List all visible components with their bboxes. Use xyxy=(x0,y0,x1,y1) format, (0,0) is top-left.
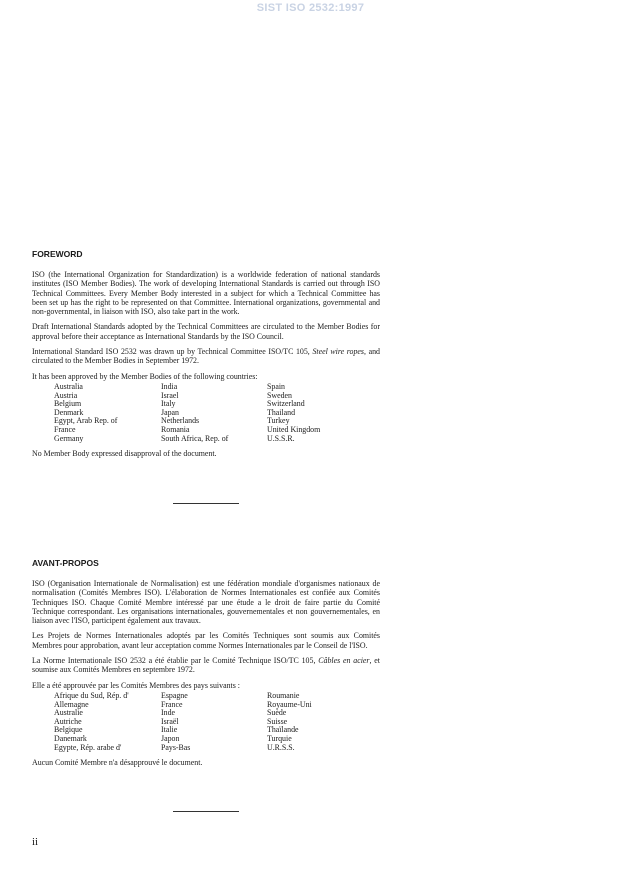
country-item: Royaume-Uni xyxy=(267,699,312,709)
watermark: SIST ISO 2532:1997 xyxy=(256,2,365,14)
country-item: Inde xyxy=(161,708,176,718)
foreword-paragraph-1: ISO (the International Organization for Standardization) is a worldwide federation of national standards institutes (ISO Member Bodies). The work of developing International Standards is carried out through ISO Technical Committees. Every Member Body interested in a subject for which a Technical Committee has been set up has the right to be represented on that Committee. International organizations, governmental and non-governmental, in liaison with ISO, also take part in the work. xyxy=(32,270,380,317)
country-item: Australia xyxy=(54,381,83,391)
foreword-country-list xyxy=(54,383,380,443)
avant-propos-country-list xyxy=(54,692,380,752)
country-item: Spain xyxy=(267,381,285,391)
country-item: Afrique du Sud, Rép. d' xyxy=(54,690,129,700)
country-item: Israel xyxy=(161,390,179,400)
avant-propos-paragraph-2: Les Projets de Normes Internationales adoptés par les Comités Techniques sont soumis aux Comités Membres pour approbation, avant leur acceptation comme Normes Internationales par le Conseil de l'ISO. xyxy=(32,631,380,650)
avant-propos-paragraph-5: Aucun Comité Membre n'a désapprouvé le document. xyxy=(32,758,203,768)
country-item: Pays-Bas xyxy=(161,742,191,752)
country-item: Japon xyxy=(161,733,180,743)
country-item: France xyxy=(54,424,76,434)
country-item: Allemagne xyxy=(54,699,89,709)
avant-propos-paragraph-1: ISO (Organisation Internationale de Normalisation) est une fédération mondiale d'organismes nationaux de normalisation (Comités Membres ISO). L'élaboration de Normes Internationales est confiée aux Comités Techniques ISO. Chaque Comité Membre intéressé par une étude a le droit de faire partie du Comité Technique correspondant. Les organisations internationales, gouvernementales et non gouvernementales, en liaison avec l'ISO, participent également aux travaux. xyxy=(32,579,380,626)
country-item: Autriche xyxy=(54,716,82,726)
avant-propos-section xyxy=(32,558,380,773)
country-item: South Africa, Rep. of xyxy=(161,433,229,443)
country-item: Egypte, Rép. arabe d' xyxy=(54,742,122,752)
country-item: Romania xyxy=(161,424,190,434)
country-item: Espagne xyxy=(161,690,188,700)
avant-propos-heading: AVANT-PROPOS xyxy=(32,558,99,568)
country-item: India xyxy=(161,381,178,391)
country-item: Danemark xyxy=(54,733,87,743)
avant-propos-paragraph-4: Elle a été approuvée par les Comités Membres des pays suivants : xyxy=(32,680,240,690)
country-item: Roumanie xyxy=(267,690,300,700)
end-divider xyxy=(173,811,239,812)
foreword-paragraph-5: No Member Body expressed disapproval of the document. xyxy=(32,449,217,459)
foreword-section xyxy=(32,249,380,464)
country-item: United Kingdom xyxy=(267,424,321,434)
section-divider xyxy=(173,503,239,504)
country-item: Japan xyxy=(161,407,179,417)
avant-propos-p3-before: La Norme Internationale ISO 2532 a été établie par le Comité Technique ISO/TC 105, xyxy=(32,656,316,666)
foreword-heading: FOREWORD xyxy=(32,249,83,259)
country-item: Israël xyxy=(161,716,179,726)
country-item: Suisse xyxy=(267,716,288,726)
avant-propos-p3-after: , et soumise aux Comités Membres en septembre 1972. xyxy=(32,656,380,675)
country-item: Belgium xyxy=(54,399,82,409)
foreword-paragraph-2: Draft International Standards adopted by the Technical Committees are circulated to the Member Bodies for approval before their acceptance as International Standards by the ISO Council. xyxy=(32,322,380,341)
foreword-paragraph-3 xyxy=(32,347,380,366)
country-item: Italy xyxy=(161,399,176,409)
country-item: Sweden xyxy=(267,390,292,400)
avant-propos-paragraph-3 xyxy=(32,656,380,675)
country-item: Thaïlande xyxy=(267,725,299,735)
foreword-paragraph-4: It has been approved by the Member Bodies of the following countries: xyxy=(32,371,258,381)
avant-propos-p3-title: Câbles en acier xyxy=(318,656,370,666)
country-item: Suède xyxy=(267,708,287,718)
country-item: Turquie xyxy=(267,733,292,743)
country-item: Thailand xyxy=(267,407,296,417)
foreword-p3-before: International Standard ISO 2532 was drawn up by Technical Committee ISO/TC 105, xyxy=(32,347,310,357)
foreword-p3-title: Steel wire ropes xyxy=(312,347,364,357)
country-item: Germany xyxy=(54,433,84,443)
foreword-p3-after: , and circulated to the Member Bodies in September 1972. xyxy=(32,347,380,366)
country-item: U.S.S.R. xyxy=(267,433,295,443)
country-item: Italie xyxy=(161,725,178,735)
country-item: Denmark xyxy=(54,407,84,417)
country-item: Switzerland xyxy=(267,399,305,409)
page-number: ii xyxy=(32,836,39,848)
country-item: Netherlands xyxy=(161,416,200,426)
country-item: Austria xyxy=(54,390,78,400)
country-item: Egypt, Arab Rep. of xyxy=(54,416,118,426)
country-item: Australie xyxy=(54,708,83,718)
country-item: Belgique xyxy=(54,725,83,735)
country-item: France xyxy=(161,699,183,709)
country-item: Turkey xyxy=(267,416,290,426)
country-item: U.R.S.S. xyxy=(267,742,295,752)
